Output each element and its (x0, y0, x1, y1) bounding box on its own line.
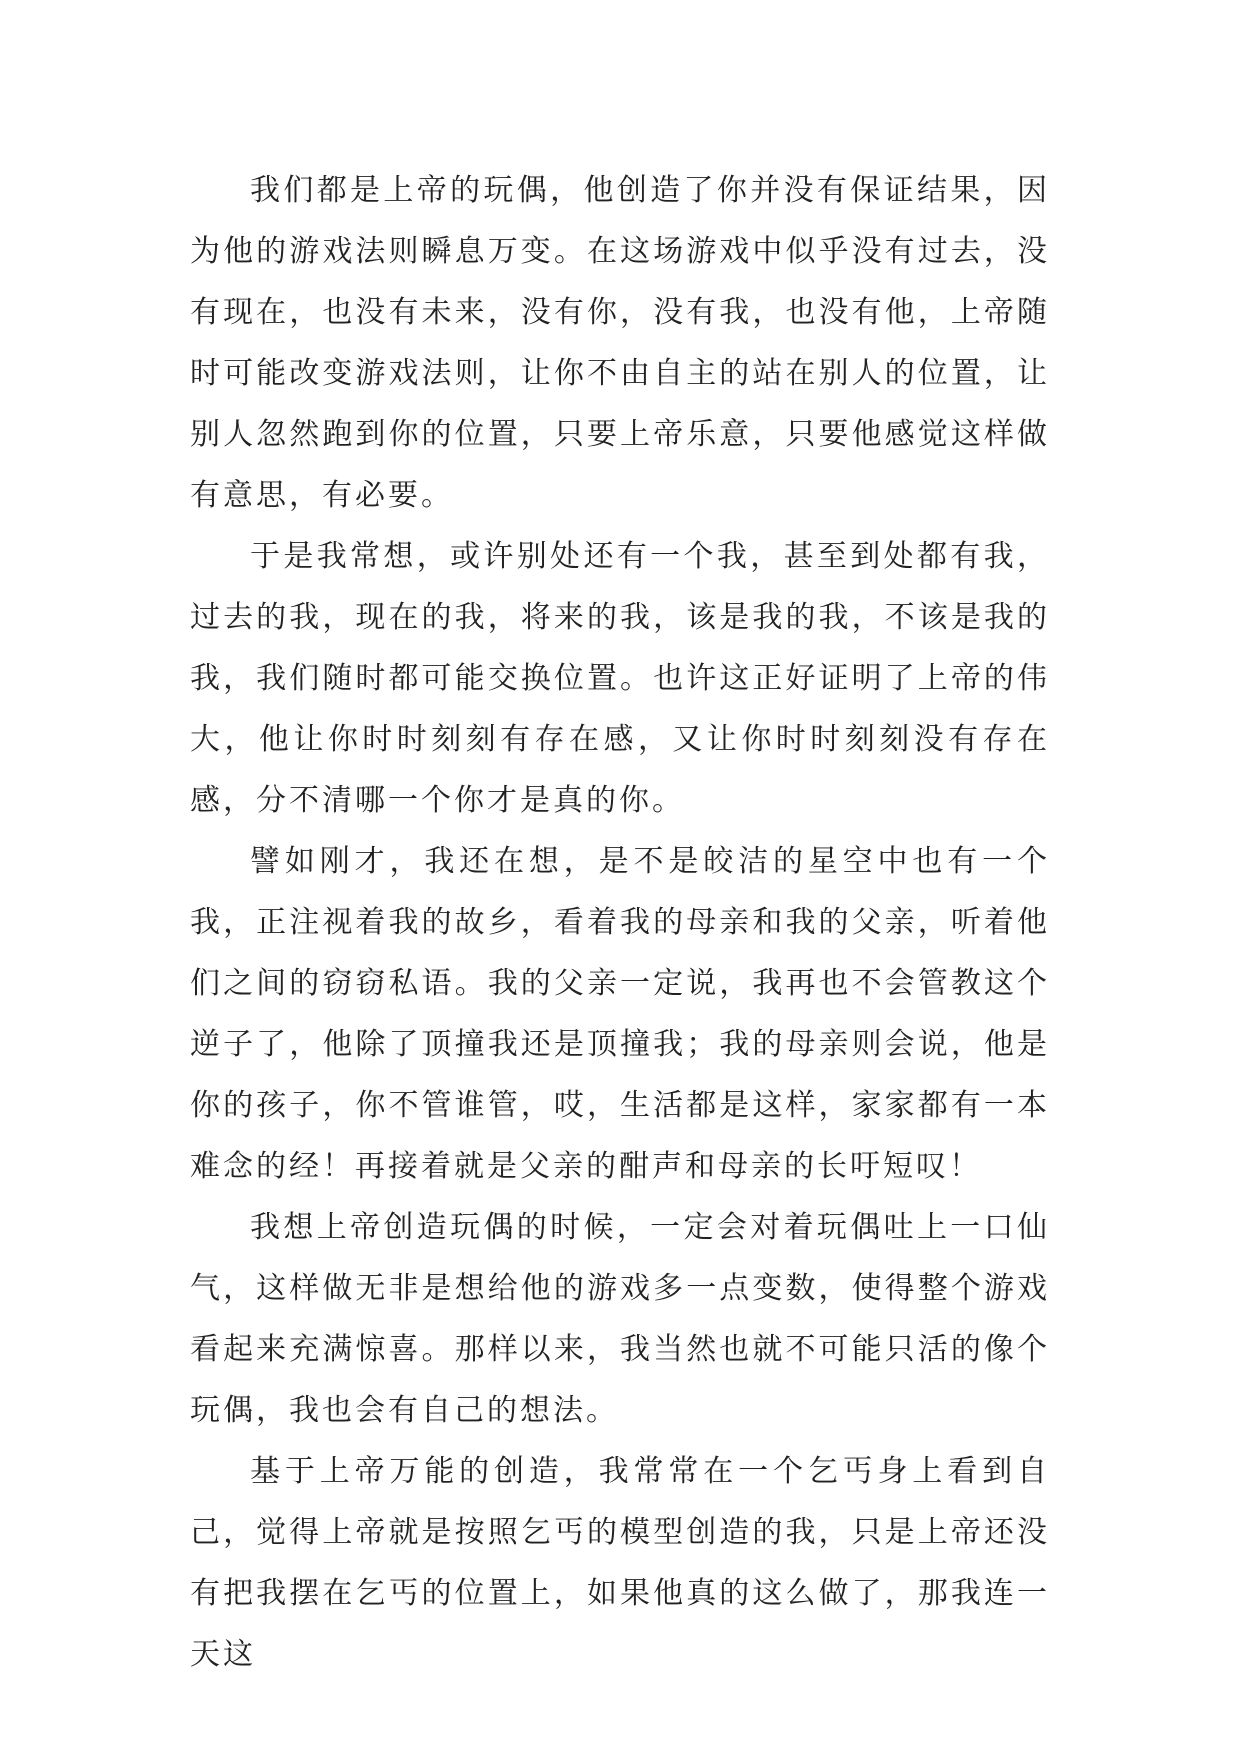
paragraph: 我们都是上帝的玩偶，他创造了你并没有保证结果，因为他的游戏法则瞬息万变。在这场游戏中似乎没有过去，没有现在，也没有未来，没有你，没有我，也没有他，上帝随时可能改变游戏法则，让你不由自主的站在别人的位置，让别人忽然跑到你的位置，只要上帝乐意，只要他感觉这样做有意思，有必要。 (190, 173, 1050, 513)
document-body (190, 160, 1050, 1685)
paragraph: 于是我常想，或许别处还有一个我，甚至到处都有我，过去的我，现在的我，将来的我，该是我的我，不该是我的我，我们随时都可能交换位置。也许这正好证明了上帝的伟大，他让你时时刻刻有存在感，又让你时时刻刻没有存在感，分不清哪一个你才是真的你。 (190, 539, 1050, 818)
paragraph: 我想上帝创造玩偶的时候，一定会对着玩偶吐上一口仙气，这样做无非是想给他的游戏多一点变数，使得整个游戏看起来充满惊喜。那样以来，我当然也就不可能只活的像个玩偶，我也会有自己的想法。 (190, 1210, 1050, 1428)
paragraph: 譬如刚才，我还在想，是不是皎洁的星空中也有一个我，正注视着我的故乡，看着我的母亲和我的父亲，听着他们之间的窃窃私语。我的父亲一定说，我再也不会管教这个逆子了，他除了顶撞我还是顶撞我；我的母亲则会说，他是你的孩子，你不管谁管，哎，生活都是这样，家家都有一本难念的经！再接着就是父亲的酣声和母亲的长吁短叹！ (190, 844, 1050, 1184)
paragraph: 基于上帝万能的创造，我常常在一个乞丐身上看到自己，觉得上帝就是按照乞丐的模型创造的我，只是上帝还没有把我摆在乞丐的位置上，如果他真的这么做了，那我连一天这 (190, 1454, 1050, 1672)
